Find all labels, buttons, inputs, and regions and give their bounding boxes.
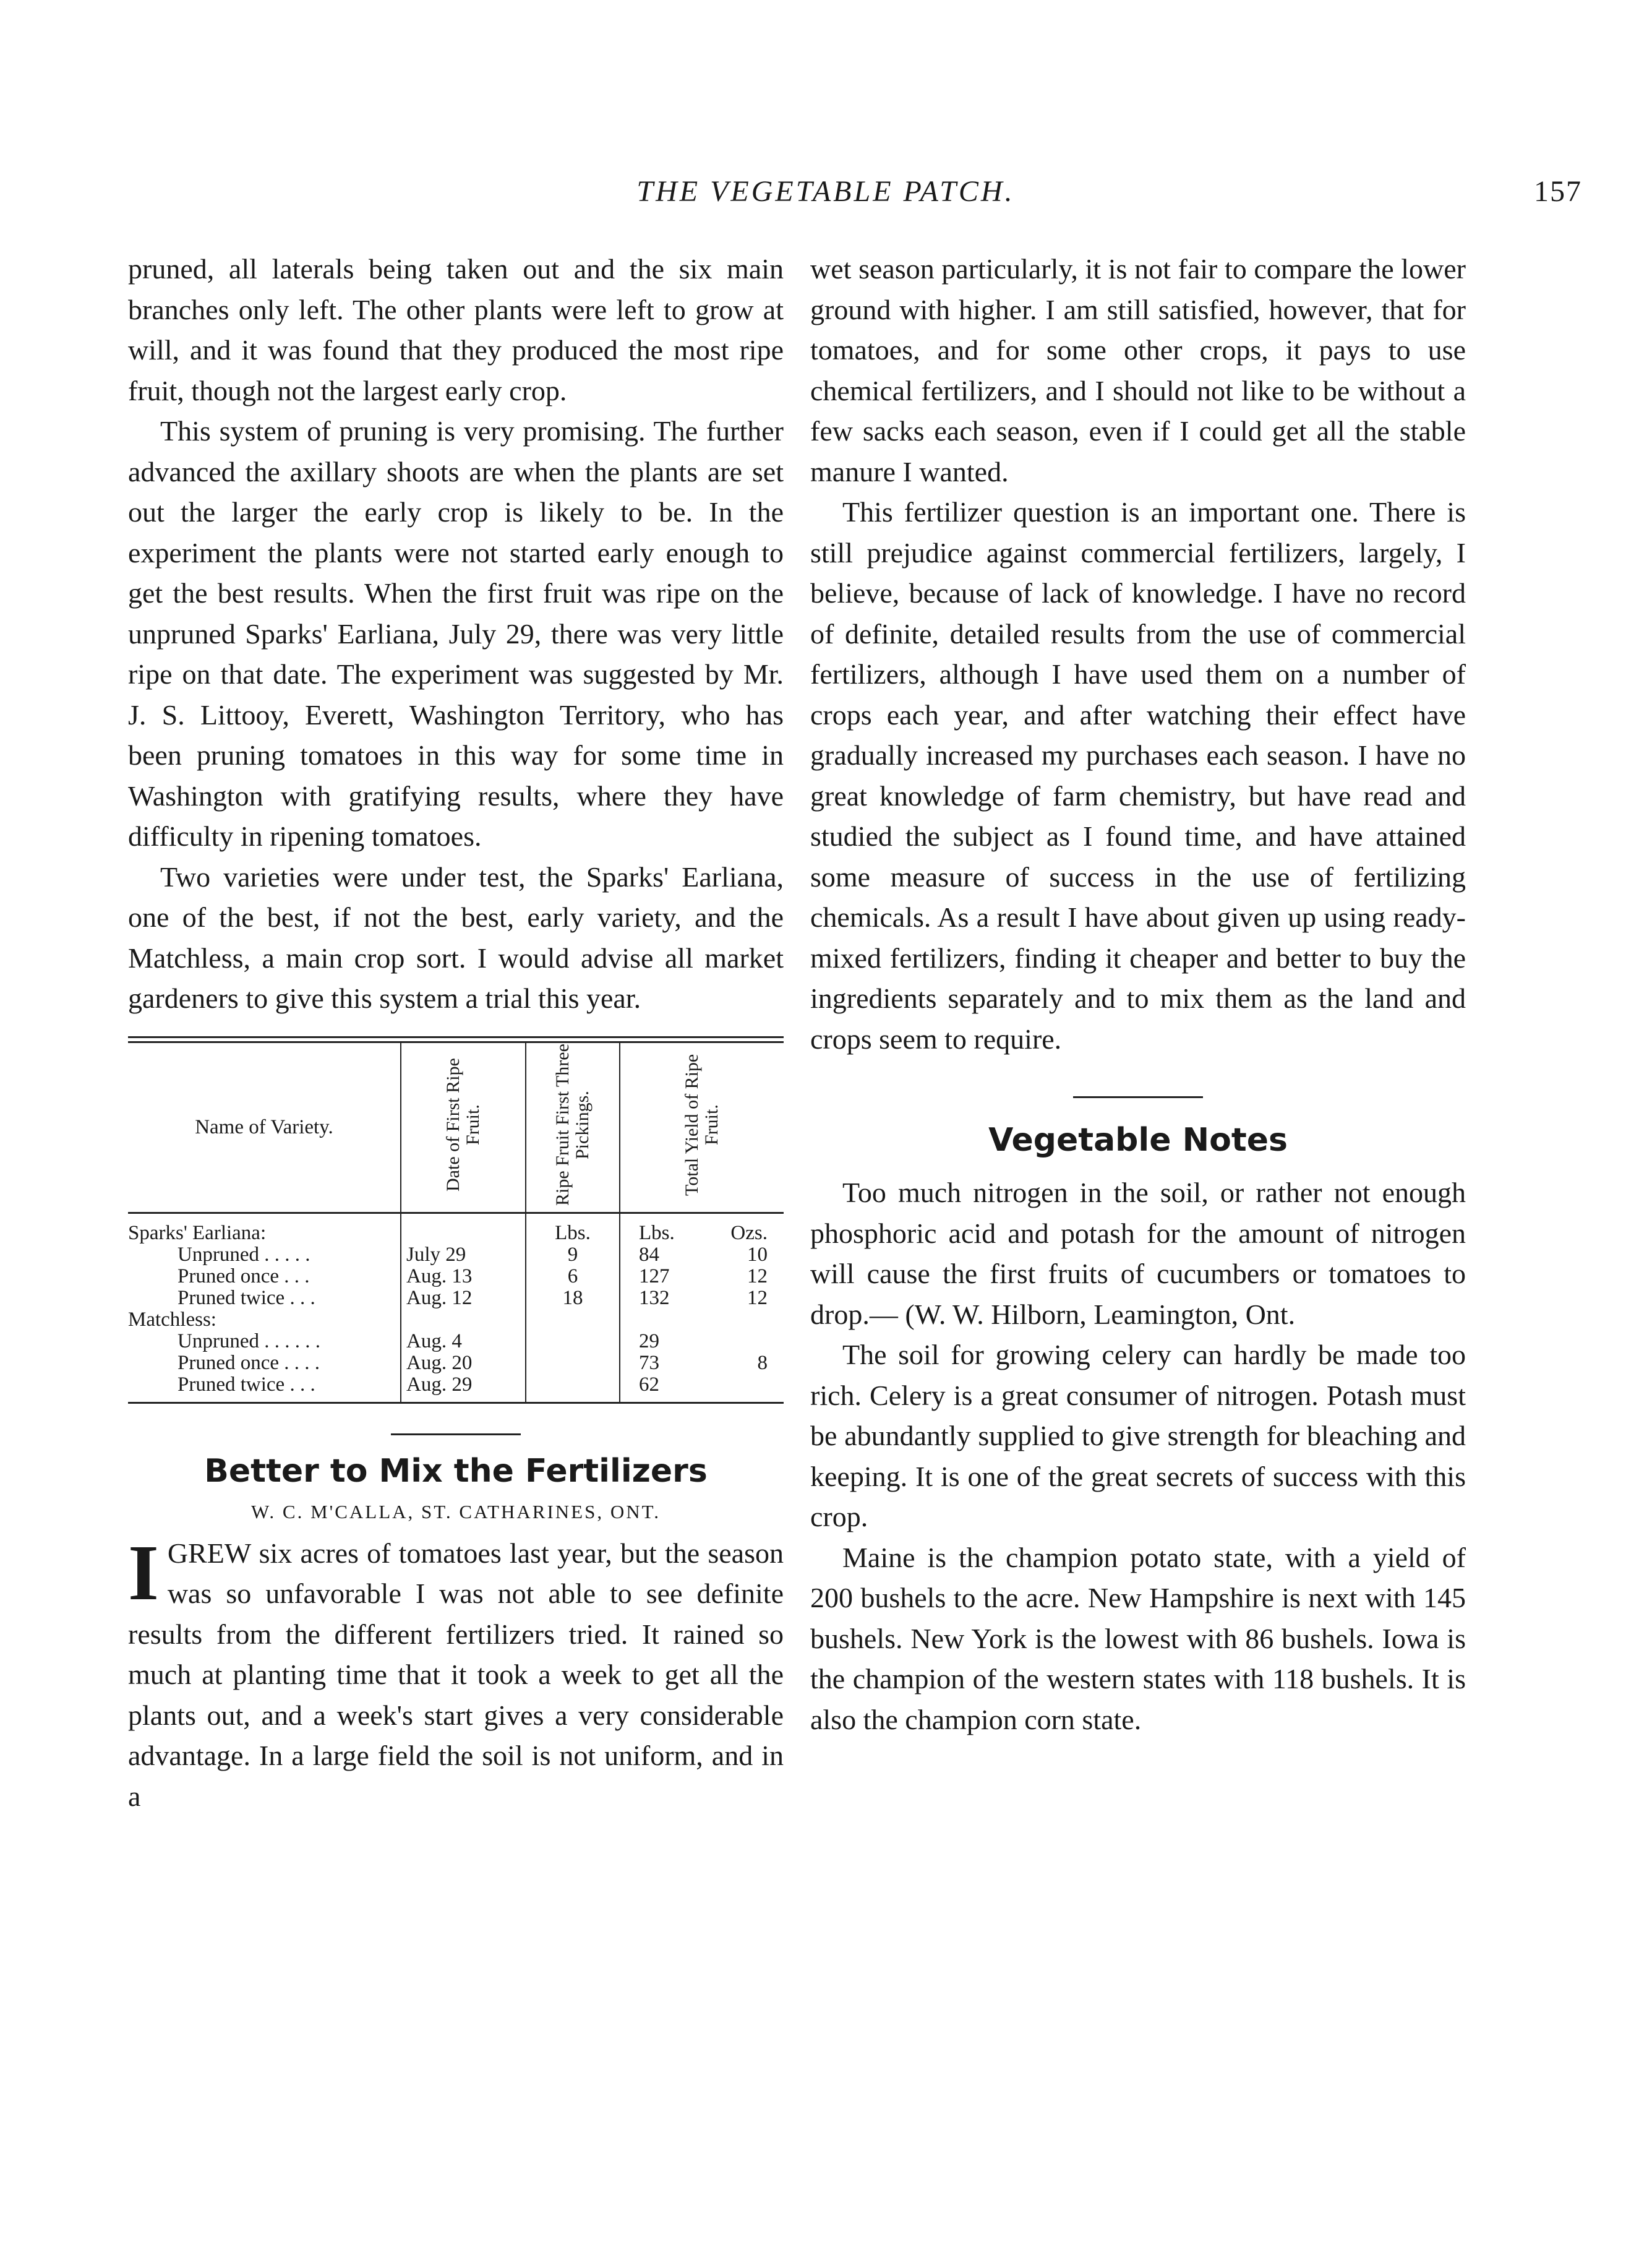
article-text: GREW six acres of tomatoes last year, but the season was so unfavorable I was not able to see definite results from the different fertilizers tried. It rained so much at planting time that it took a week to get all the plants out, and a week's start gives a very considerable advantage. In a large field the soil is not uniform, and in a <box>128 1537 784 1812</box>
cell-yield <box>620 1309 784 1331</box>
group-name: Sparks' Earliana: <box>128 1213 401 1244</box>
row-label: Unpruned . . . . . <box>128 1244 401 1266</box>
note-paragraph: Too much nitrogen in the soil, or rather not enough phosphoric acid and potash for the amount of nitrogen will cause the first fruits of cucumbers or tomatoes to drop.— (W. W. Hilborn, Leamington, Ont. <box>810 1177 1466 1330</box>
cell-ripe: 18 <box>526 1287 620 1309</box>
cell-date: Aug. 13 <box>401 1266 526 1287</box>
cell-ripe: 6 <box>526 1266 620 1287</box>
right-column <box>810 249 1466 1740</box>
article-heading: Better to Mix the Fertilizers <box>204 1452 708 1490</box>
table-top-rule <box>128 1036 784 1043</box>
table-row <box>128 1266 784 1287</box>
cell-yield: 84 10 <box>639 1243 768 1266</box>
running-title: THE VEGETABLE PATCH. <box>636 175 1015 208</box>
cell-ripe <box>526 1374 620 1403</box>
left-column <box>128 249 784 1816</box>
pruning-results-table <box>128 1036 784 1404</box>
unit-yield: Lbs. Ozs. <box>639 1221 768 1244</box>
cell-yield: 127 12 <box>639 1265 768 1287</box>
results-table <box>128 1043 784 1404</box>
article-byline: W. C. M'CALLA, ST. CATHARINES, ONT. <box>250 1500 661 1523</box>
cell-date: Aug. 12 <box>401 1287 526 1309</box>
cell-date <box>401 1213 526 1244</box>
unit-ripe: Lbs. <box>526 1213 620 1244</box>
paragraph: pruned, all laterals being taken out and the six main branches only left. The other plants were left to grow at will, and it was found that they produced the most ripe fruit, though not the largest early crop. <box>128 253 784 406</box>
cell-date: Aug. 20 <box>401 1352 526 1374</box>
cell-yield: 132 12 <box>639 1286 768 1309</box>
table-row <box>128 1287 784 1309</box>
section-divider <box>1073 1096 1203 1098</box>
cell-ripe: 9 <box>526 1244 620 1266</box>
note-paragraph: The soil for growing celery can hardly be made too rich. Celery is a great consumer of nitrogen. Potash must be abundantly supplied to give strength for bleaching and keeping. It is one of the great secrets of success with this crop. <box>810 1339 1466 1532</box>
cell-ripe <box>526 1331 620 1352</box>
group-name: Matchless: <box>128 1309 401 1331</box>
row-label: Pruned twice . . . <box>128 1374 401 1403</box>
cell-ripe <box>526 1352 620 1374</box>
table-row <box>128 1244 784 1266</box>
paragraph: This system of pruning is very promising. The further advanced the axillary shoots are when the plants are set out the larger the early crop is likely to be. In the experiment the plants were not started early enough to get the best results. When the first fruit was ripe on the unpruned Sparks' Earliana, July 29, there was very little ripe on that date. The experiment was suggested by Mr. J. S. Littooy, Everett, Washington Territory, who has been pruning tomatoes in this way for some time in Washington with gratifying results, where they have difficulty in ripening tomatoes. <box>128 415 784 852</box>
paragraph: Two varieties were under test, the Sparks' Earliana, one of the best, if not the best, early variety, and the Matchless, a main crop sort. I would advise all market gardeners to give this system a trial this year. <box>128 861 784 1014</box>
row-label: Pruned twice . . . <box>128 1287 401 1309</box>
row-label: Unpruned . . . . . . <box>128 1331 401 1352</box>
table-row <box>128 1374 784 1403</box>
row-label: Pruned once . . . . <box>128 1352 401 1374</box>
column-header-ripe: Ripe Fruit First Three Pickings. <box>526 1043 620 1213</box>
table-row <box>128 1352 784 1374</box>
paragraph: wet season particularly, it is not fair to compare the lower ground with higher. I am still satisfied, however, that for tomatoes, and for some other crops, it pays to use chemical fertilizers, and I should not like to be without a few sacks each season, even if I could get all the stable manure I wanted. <box>810 253 1466 488</box>
notes-heading: Vegetable Notes <box>988 1122 1288 1159</box>
paragraph: This fertilizer question is an important one. There is still prejudice against commercial fertilizers, largely, I believe, because of lack of knowledge. I have no record of definite, detailed results from the use of commercial fertilizers, although I have used them on a number of crops each year, and after watching their effect have gradually increased my purchases each season. I have no great knowledge of farm chemistry, but have read and studied the subject as I found time, and have attained some measure of success in the use of fertilizing chemicals. As a result I have about given up using ready-mixed fertilizers, finding it cheaper and better to buy the ingredients separately and to mix them as the land and crops seem to require. <box>810 496 1466 1055</box>
cell-date: Aug. 29 <box>401 1374 526 1403</box>
cell-yield: 29 <box>639 1329 659 1352</box>
cell-date: July 29 <box>401 1244 526 1266</box>
note-paragraph: Maine is the champion potato state, with a yield of 200 bushels to the acre. New Hampshire is next with 145 bushels. New York is the lowest with 86 bushels. Iowa is the champion of the western states with 118 bushels. It is also the champion corn state. <box>810 1541 1466 1735</box>
table-row <box>128 1331 784 1352</box>
column-header-date: Date of First Ripe Fruit. <box>401 1043 526 1213</box>
cell-date: Aug. 4 <box>401 1331 526 1352</box>
column-header-yield: Total Yield of Ripe Fruit. <box>620 1043 784 1213</box>
article-paragraph <box>128 1528 784 1817</box>
table-row <box>128 1309 784 1331</box>
row-label: Pruned once . . . <box>128 1266 401 1287</box>
page-number: 157 <box>1534 175 1582 208</box>
cell-ripe <box>526 1309 620 1331</box>
cell-yield: 62 <box>620 1374 784 1403</box>
drop-cap: I <box>128 1528 159 1617</box>
table-row <box>128 1213 784 1244</box>
cell-yield: 73 8 <box>639 1351 768 1374</box>
cell-date <box>401 1309 526 1331</box>
section-divider <box>391 1433 521 1435</box>
column-header-variety: Name of Variety. <box>128 1043 401 1213</box>
